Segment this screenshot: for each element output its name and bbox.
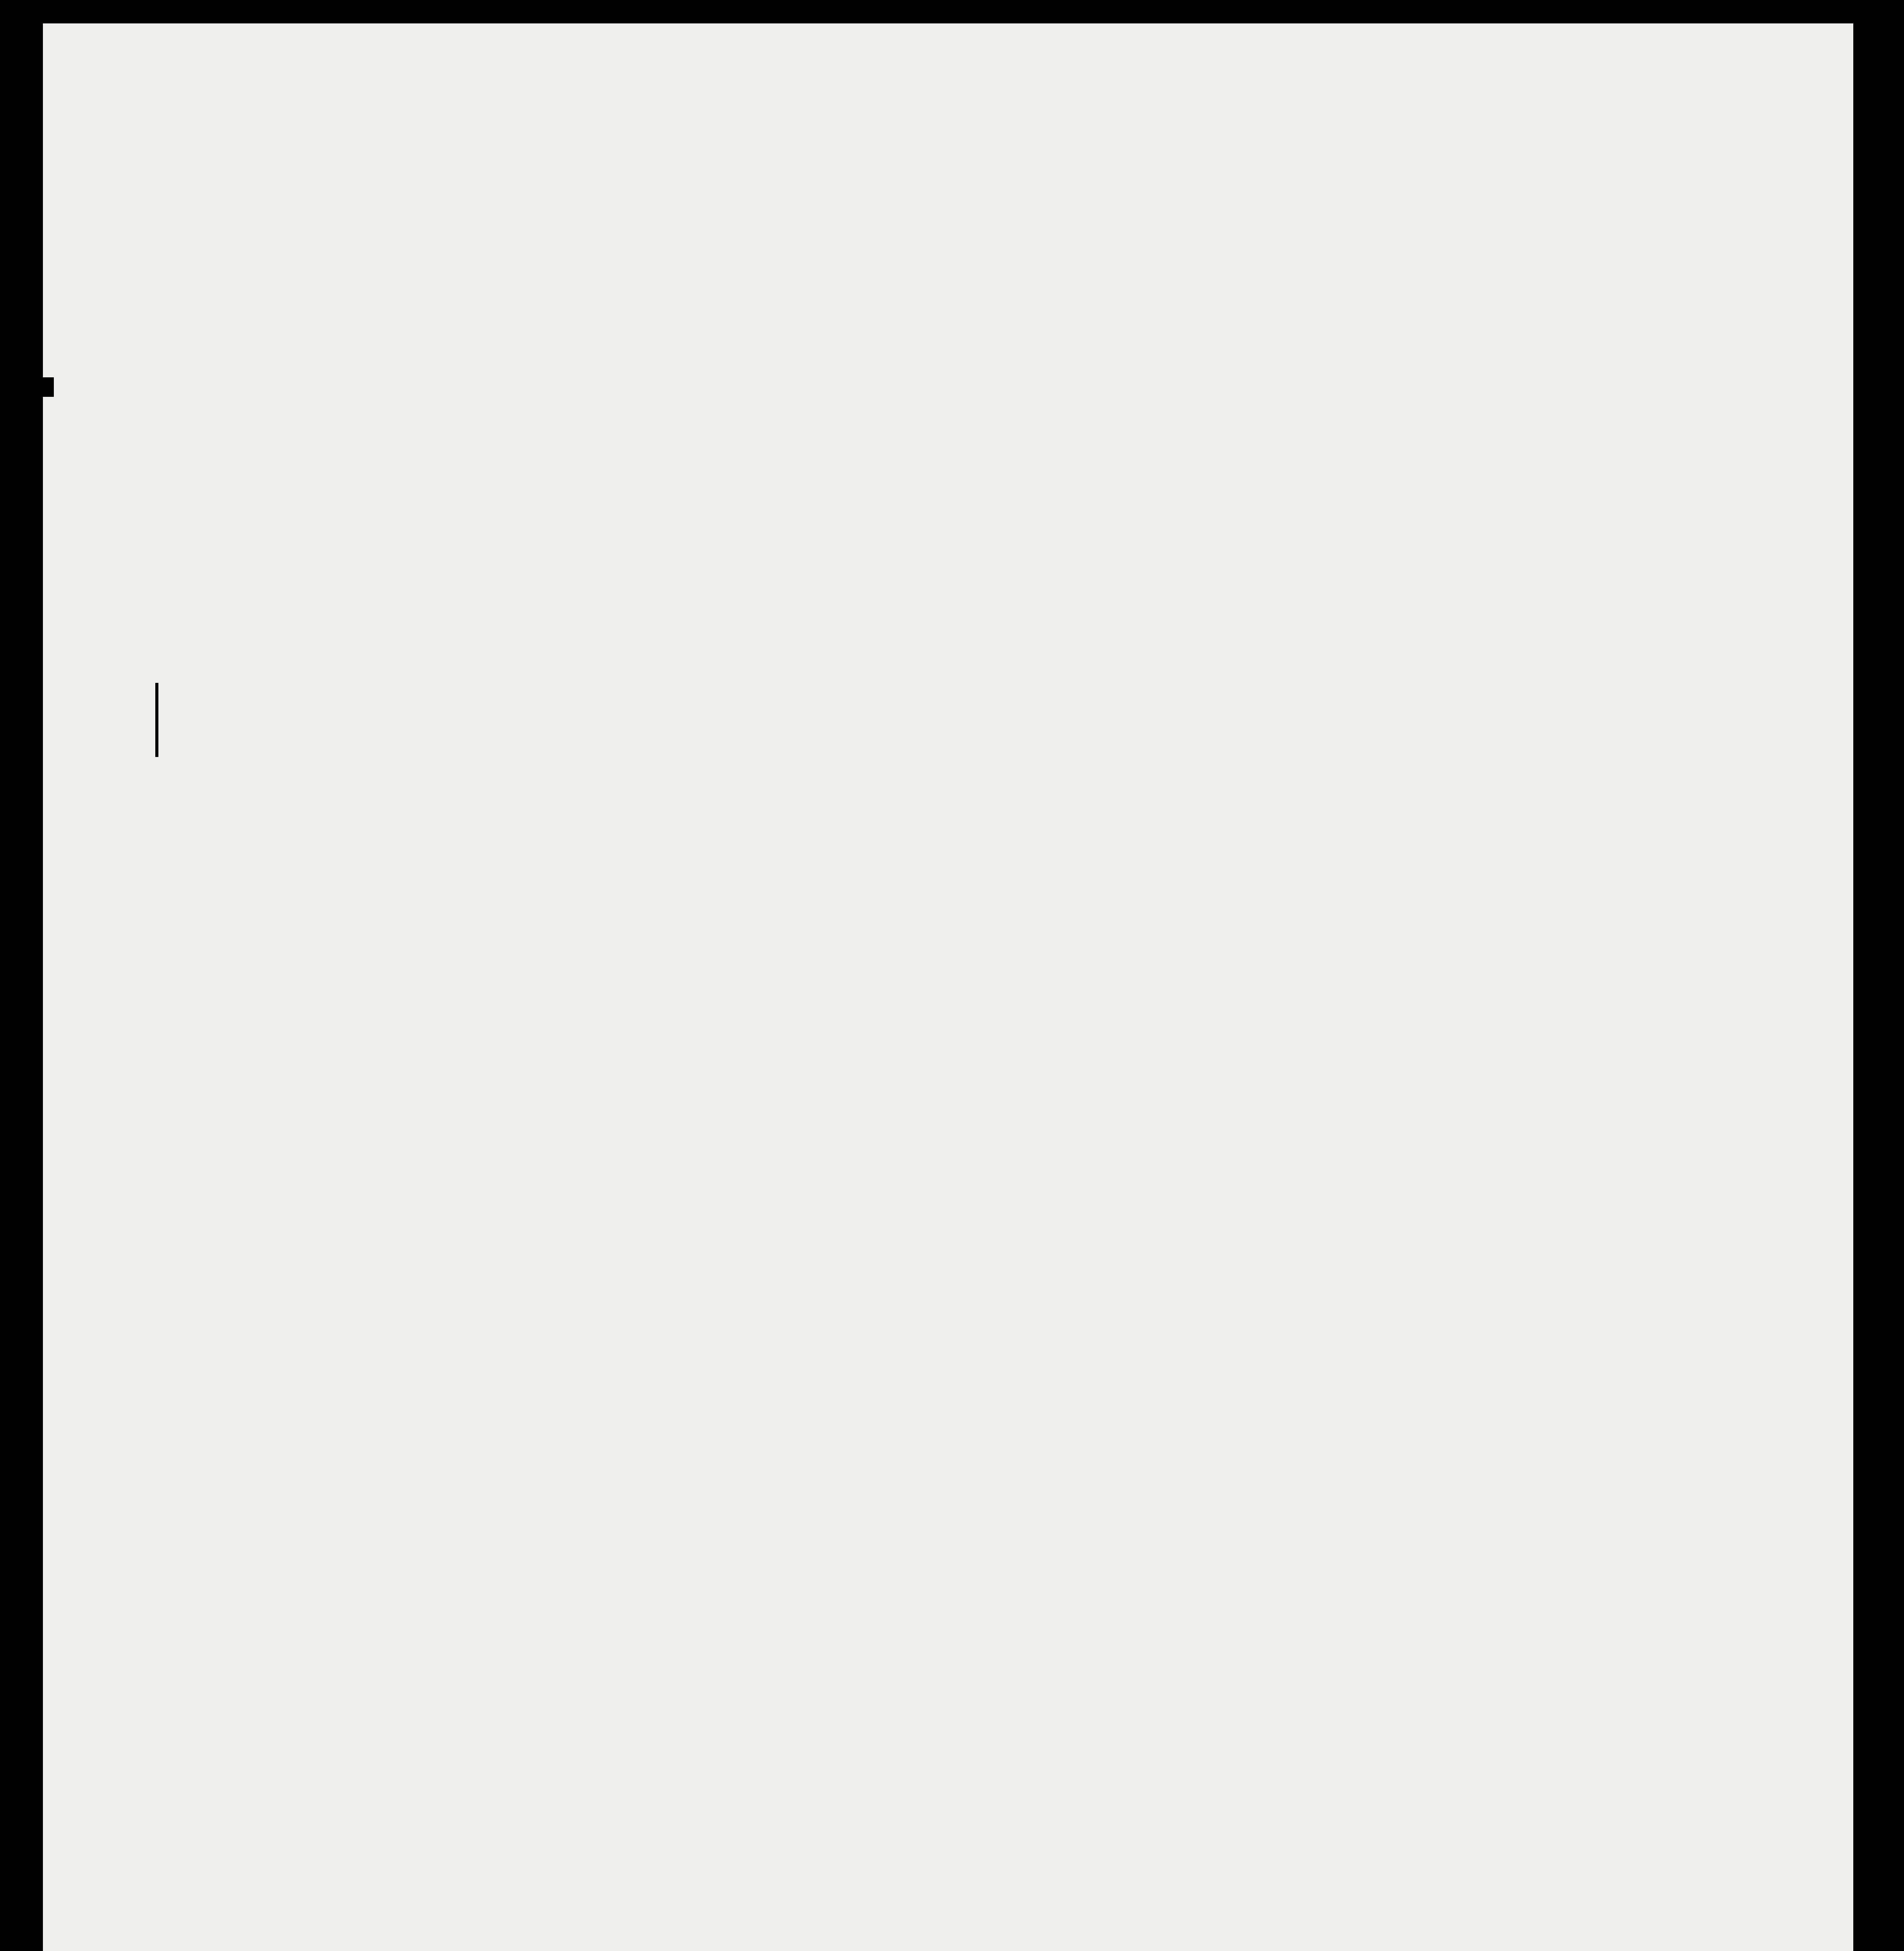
- page-content: [43, 23, 1853, 1951]
- document-page: [43, 23, 1853, 1951]
- scan-mark: [155, 683, 158, 757]
- scan-mark: [43, 377, 54, 397]
